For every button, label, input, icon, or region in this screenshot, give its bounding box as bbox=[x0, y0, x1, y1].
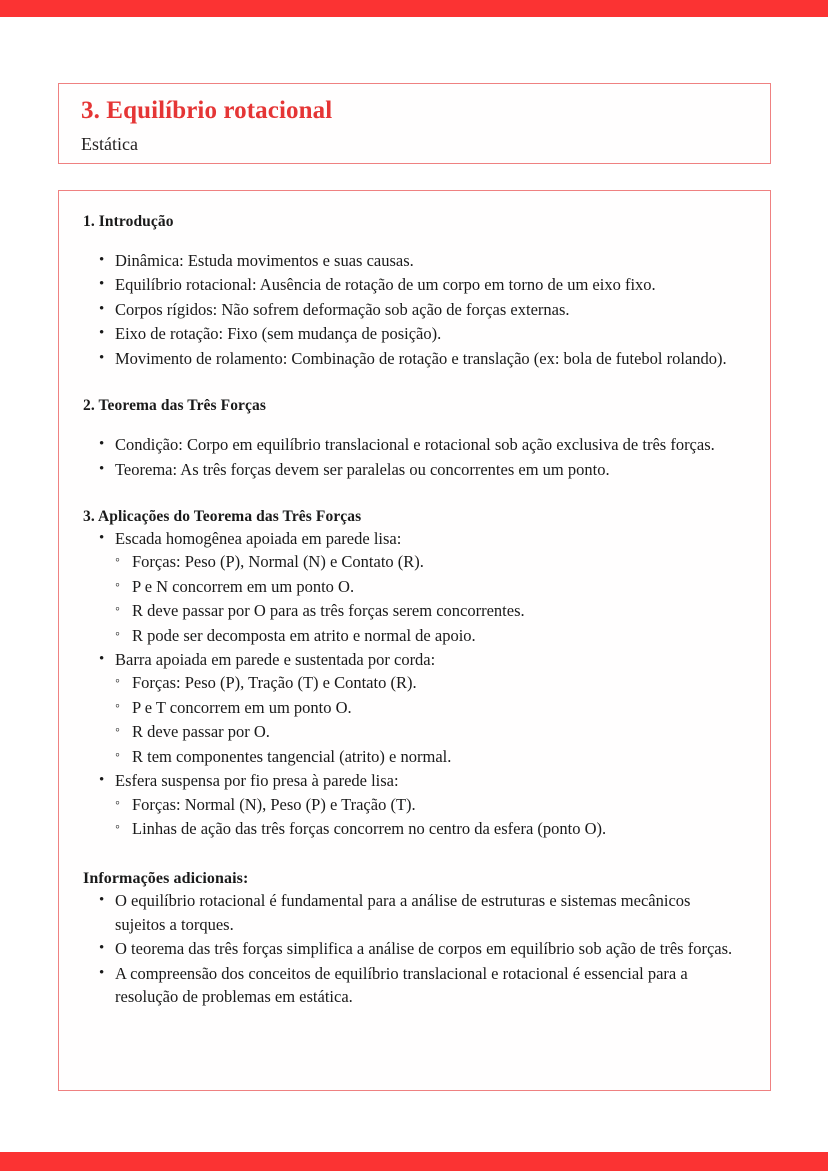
list-item-text: • Dinâmica: Estuda movimentos e suas causas. bbox=[115, 249, 744, 272]
list-item bbox=[83, 648, 744, 768]
section-heading-informacoes-adicionais: Informações adicionais: bbox=[83, 870, 249, 888]
list-item bbox=[83, 298, 744, 321]
list-item-text: • A compreensão dos conceitos de equilíbrio translacional e rotacional é essencial para a resolução de problemas em estática. bbox=[115, 962, 744, 1009]
section-heading-teorema-tres-forcas: 2. Teorema das Três Forças bbox=[83, 397, 266, 415]
sublist-item-text: ◦ R pode ser decomposta em atrito e normal de apoio. bbox=[132, 624, 744, 647]
section-heading-aplicacoes: 3. Aplicações do Teorema das Três Forças bbox=[83, 507, 362, 525]
sublist-item-text: ◦ Forças: Normal (N), Peso (P) e Tração (T). bbox=[132, 793, 744, 816]
sublist-item-text: ◦ Forças: Peso (P), Normal (N) e Contato (R). bbox=[132, 550, 744, 573]
sublist-item-text: ◦ Linhas de ação das três forças concorrem no centro da esfera (ponto O). bbox=[132, 817, 744, 840]
sublist-item-text: ◦ Forças: Peso (P), Tração (T) e Contato (R). bbox=[132, 671, 744, 694]
list-item-text: • Eixo de rotação: Fixo (sem mudança de posição). bbox=[115, 322, 744, 345]
sublist-barra bbox=[115, 671, 744, 768]
sublist-esfera bbox=[115, 793, 744, 841]
list-item-text: • Condição: Corpo em equilíbrio translacional e rotacional sob ação exclusiva de três forças. bbox=[115, 433, 744, 456]
page-title: 3. Equilíbrio rotacional bbox=[81, 97, 333, 124]
additional-info-list bbox=[83, 889, 744, 1008]
section-list-aplicacoes bbox=[83, 527, 744, 840]
list-item-text: • Movimento de rolamento: Combinação de rotação e translação (ex: bola de futebol rolando). bbox=[115, 347, 744, 370]
sublist-item bbox=[115, 671, 744, 694]
section-list-introducao bbox=[83, 249, 744, 370]
bottom-accent-bar bbox=[0, 1152, 828, 1171]
sublist-item bbox=[115, 745, 744, 768]
list-item-text: • Equilíbrio rotacional: Ausência de rotação de um corpo em torno de um eixo fixo. bbox=[115, 273, 744, 296]
sublist-item-text: ◦ P e T concorrem em um ponto O. bbox=[132, 696, 744, 719]
sublist-item bbox=[115, 550, 744, 573]
header-card bbox=[58, 83, 771, 164]
top-accent-bar bbox=[0, 0, 828, 17]
sublist-item bbox=[115, 720, 744, 743]
list-item bbox=[83, 527, 744, 647]
list-item-text: • Corpos rígidos: Não sofrem deformação sob ação de forças externas. bbox=[115, 298, 744, 321]
list-item-text: • Barra apoiada em parede e sustentada por corda: bbox=[115, 648, 744, 671]
list-item bbox=[83, 458, 744, 481]
list-item-text: • O teorema das três forças simplifica a análise de corpos em equilíbrio sob ação de três forças. bbox=[115, 937, 744, 960]
sublist-item bbox=[115, 599, 744, 622]
sublist-item bbox=[115, 817, 744, 840]
sublist-item-text: ◦ R deve passar por O. bbox=[132, 720, 744, 743]
list-item-text: • Teorema: As três forças devem ser paralelas ou concorrentes em um ponto. bbox=[115, 458, 744, 481]
page-subtitle: Estática bbox=[81, 133, 138, 154]
section-heading-introducao: 1. Introdução bbox=[83, 213, 174, 230]
list-item bbox=[83, 249, 744, 272]
list-item bbox=[83, 769, 744, 840]
list-item bbox=[83, 433, 744, 456]
page-content bbox=[0, 17, 828, 1152]
sublist-item bbox=[115, 624, 744, 647]
sublist-item-text: ◦ R tem componentes tangencial (atrito) e normal. bbox=[132, 745, 744, 768]
list-item-text: • O equilíbrio rotacional é fundamental para a análise de estruturas e sistemas mecânicos sujeitos a torques. bbox=[115, 889, 744, 936]
list-item bbox=[83, 937, 744, 960]
list-item bbox=[83, 347, 744, 370]
sublist-item-text: ◦ R deve passar por O para as três forças serem concorrentes. bbox=[132, 599, 744, 622]
section-list-teorema-tres-forcas bbox=[83, 433, 744, 481]
sublist-item bbox=[115, 793, 744, 816]
body-card bbox=[58, 190, 771, 1091]
sublist-item bbox=[115, 575, 744, 598]
list-item bbox=[83, 889, 744, 936]
sublist-escada bbox=[115, 550, 744, 647]
sublist-item-text: ◦ P e N concorrem em um ponto O. bbox=[132, 575, 744, 598]
list-item-text: • Esfera suspensa por fio presa à parede lisa: bbox=[115, 769, 744, 792]
list-item bbox=[83, 273, 744, 296]
list-item-text: • Escada homogênea apoiada em parede lisa: bbox=[115, 527, 744, 550]
sublist-item bbox=[115, 696, 744, 719]
list-item bbox=[83, 322, 744, 345]
list-item bbox=[83, 962, 744, 1009]
